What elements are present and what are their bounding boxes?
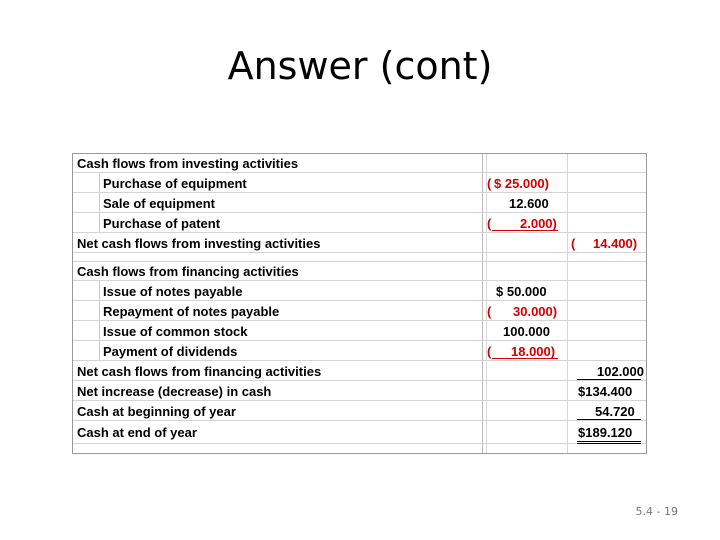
beginning-cash-value: 54.720	[595, 404, 635, 419]
sale-equipment-row	[73, 194, 646, 213]
spacer-row	[73, 254, 646, 262]
subtotal-underline	[577, 419, 641, 420]
purchase-equipment-value: $ 25.000)	[494, 176, 549, 191]
beginning-cash-label: Cash at beginning of year	[77, 404, 236, 419]
purchase-equipment-open-paren: (	[487, 176, 492, 191]
page-number: 5.4 - 19	[635, 505, 678, 518]
net-increase-label: Net increase (decrease) in cash	[77, 384, 272, 399]
issue-notes-label: Issue of notes payable	[103, 284, 243, 299]
end-cash-row	[73, 422, 646, 444]
net-financing-label: Net cash flows from financing activities	[77, 364, 322, 379]
financing-header: Cash flows from financing activities	[77, 264, 299, 279]
purchase-patent-open-paren: (	[487, 216, 492, 231]
repay-notes-label: Repayment of notes payable	[103, 304, 280, 319]
net-increase-row	[73, 382, 646, 401]
dividends-value: 18.000)	[511, 344, 556, 359]
net-financing-row	[73, 362, 646, 381]
total-double-underline	[577, 443, 641, 444]
net-financing-value: 102.000	[597, 364, 644, 379]
sale-equipment-value: 12.600	[509, 196, 549, 211]
end-cash-label: Cash at end of year	[77, 425, 197, 440]
subtotal-underline	[577, 379, 641, 380]
financing-header-row	[73, 262, 646, 281]
dividends-open-paren: (	[487, 344, 492, 359]
investing-header-row	[73, 154, 646, 173]
slide-title: Answer (cont)	[227, 44, 493, 88]
end-cash-value: $189.120	[578, 425, 633, 440]
net-investing-value: 14.400)	[593, 236, 638, 251]
purchase-equipment-row	[73, 174, 646, 193]
purchase-patent-value: 2.000)	[520, 216, 557, 231]
net-investing-open-paren: (	[571, 236, 576, 251]
sale-equipment-label: Sale of equipment	[103, 196, 215, 211]
repay-notes-row	[73, 302, 646, 321]
subtotal-underline	[492, 358, 558, 359]
repay-notes-value: 30.000)	[513, 304, 558, 319]
dividends-label: Payment of dividends	[103, 344, 238, 359]
issue-stock-label: Issue of common stock	[103, 324, 248, 339]
issue-stock-row	[73, 322, 646, 341]
net-investing-row	[73, 234, 646, 253]
issue-stock-value: 100.000	[503, 324, 550, 339]
net-investing-label: Net cash flows from investing activities	[77, 236, 321, 251]
issue-notes-row	[73, 282, 646, 301]
repay-notes-open-paren: (	[487, 304, 492, 319]
issue-notes-value: $ 50.000	[496, 284, 547, 299]
cash-flow-table	[72, 153, 647, 454]
investing-header: Cash flows from investing activities	[77, 156, 299, 171]
net-increase-value: $134.400	[578, 384, 633, 399]
purchase-equipment-label: Purchase of equipment	[103, 176, 247, 191]
beginning-cash-row	[73, 402, 646, 421]
dividends-row	[73, 342, 646, 361]
purchase-patent-label: Purchase of patent	[103, 216, 221, 231]
total-double-underline	[577, 441, 641, 442]
purchase-patent-row	[73, 214, 646, 233]
subtotal-underline	[492, 230, 558, 231]
